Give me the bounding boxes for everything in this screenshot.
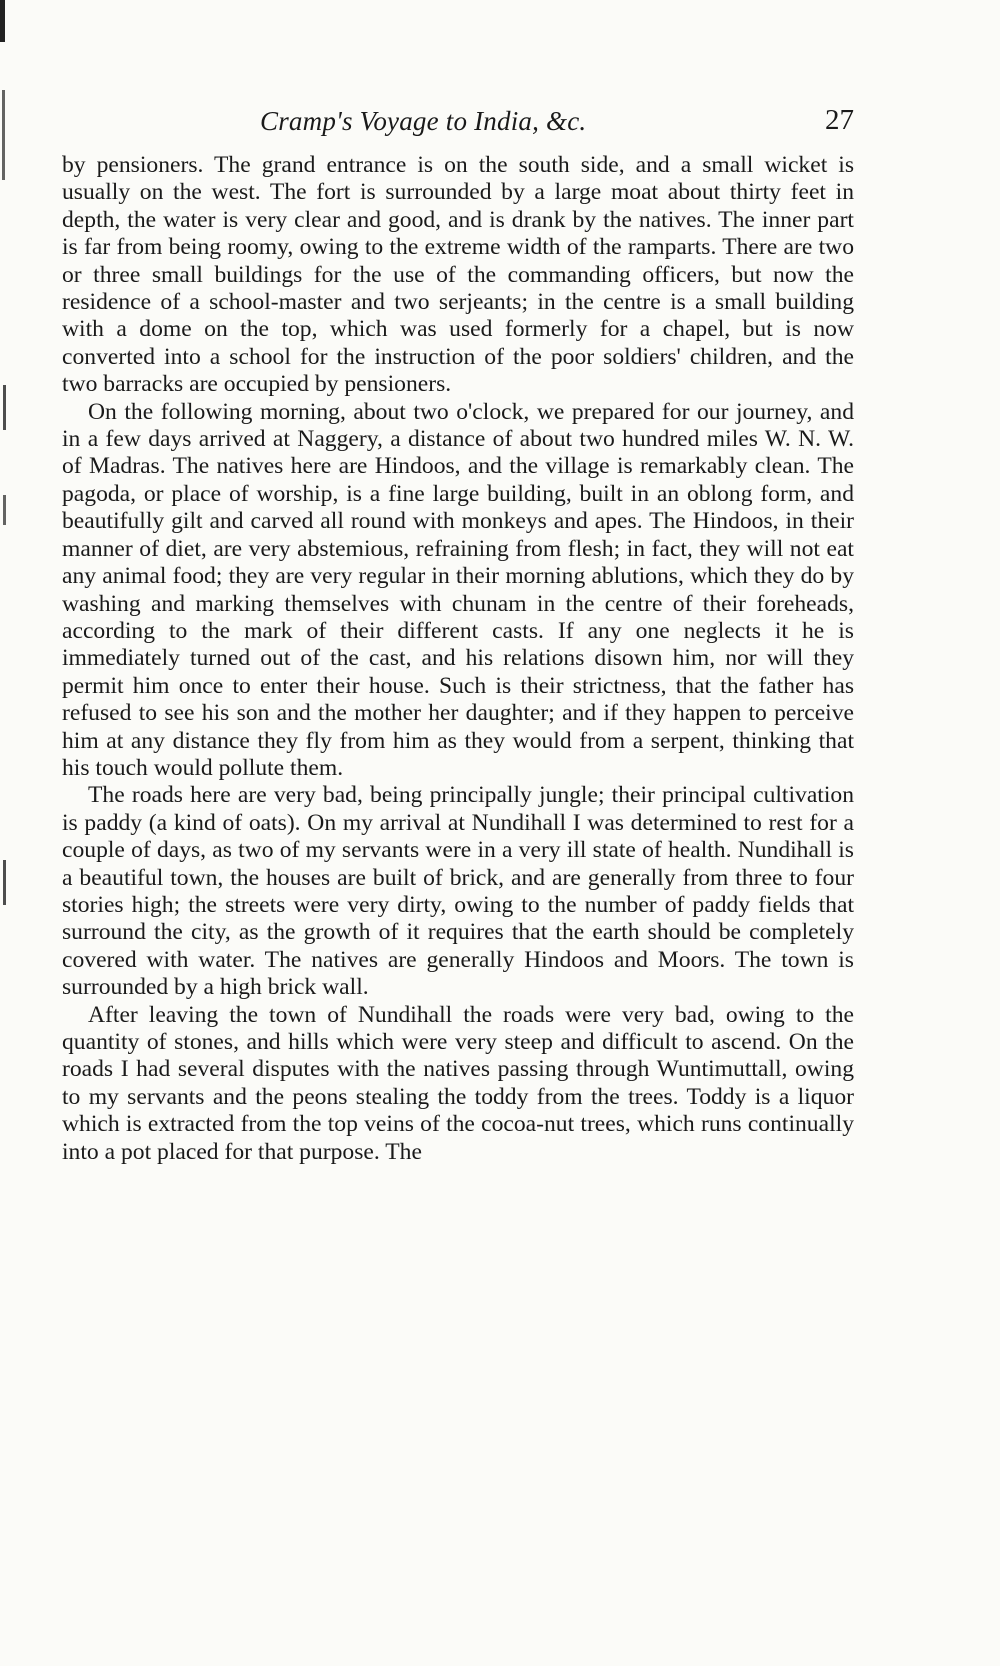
paragraph-4: After leaving the town of Nundihall the roads were very bad, owing to the quantity of stones, and hills which were very steep and difficult to ascend. On the roads I had several disputes with the natives passing through Wuntimuttall, owing to my servants and the peons stealing the toddy from the trees. Toddy is a liquor which is extracted from the top veins of the cocoa-nut trees, which runs continually into a pot placed for that purpose. The xyxy=(62,1001,854,1165)
body-text xyxy=(62,152,854,1166)
paragraph-1: by pensioners. The grand entrance is on the south side, and a small wicket is usually on the west. The fort is surrounded by a large moat about thirty feet in depth, the water is very clear and good, and is drank by the natives. The inner part is far from being roomy, owing to the extreme width of the ramparts. There are two or three small buildings for the use of the commanding officers, but now the residence of a school-master and two serjeants; in the centre is a small building with a dome on the top, which was used formerly for a chapel, but is now converted into a school for the instruction of the poor soldiers' children, and the two barracks are occupied by pensioners. xyxy=(62,152,854,398)
paragraph-3: The roads here are very bad, being principally jungle; their principal cultivation is paddy (a kind of oats). On my arrival at Nundihall I was determined to rest for a couple of days, as two of my servants were in a very ill state of health. Nundihall is a beautiful town, the houses are built of brick, and are generally from three to four stories high; the streets were very dirty, owing to the number of paddy fields that surround the city, as the growth of it requires that the earth should be completely covered with water. The natives are generally Hindoos and Moors. The town is surrounded by a high brick wall. xyxy=(62,782,854,1001)
scan-mark-left-1 xyxy=(2,90,5,180)
page-header xyxy=(62,100,854,152)
scan-mark-top-left xyxy=(0,0,5,42)
scan-mark-left-2 xyxy=(3,385,6,430)
page-number: 27 xyxy=(825,104,854,136)
paragraph-2: On the following morning, about two o'clock, we prepared for our journey, and in a few days arrived at Naggery, a distance of about two hundred miles W. N. W. of Madras. The natives here are Hindoos, and the village is remarkably clean. The pagoda, or place of worship, is a fine large building, built in an oblong form, and beautifully gilt and carved all round with monkeys and apes. The Hindoos, in their manner of diet, are very abstemious, refraining from flesh; in fact, they will not eat any animal food; they are very regular in their morning ablutions, which they do by washing and marking themselves with chunam in the centre of their foreheads, according to the mark of their different casts. If any one neglects it he is immediately turned out of the cast, and his relations disown him, nor will they permit him once to enter their house. Such is their strictness, that the father has refused to see his son and the mother her daughter; and if they happen to perceive him at any distance they fly from him as they would from a serpent, thinking that his touch would pollute them. xyxy=(62,398,854,781)
scan-mark-left-4 xyxy=(3,860,6,905)
running-head: Cramp's Voyage to India, &c. xyxy=(260,106,587,136)
scan-mark-left-3 xyxy=(3,495,6,525)
book-page xyxy=(62,100,854,1166)
